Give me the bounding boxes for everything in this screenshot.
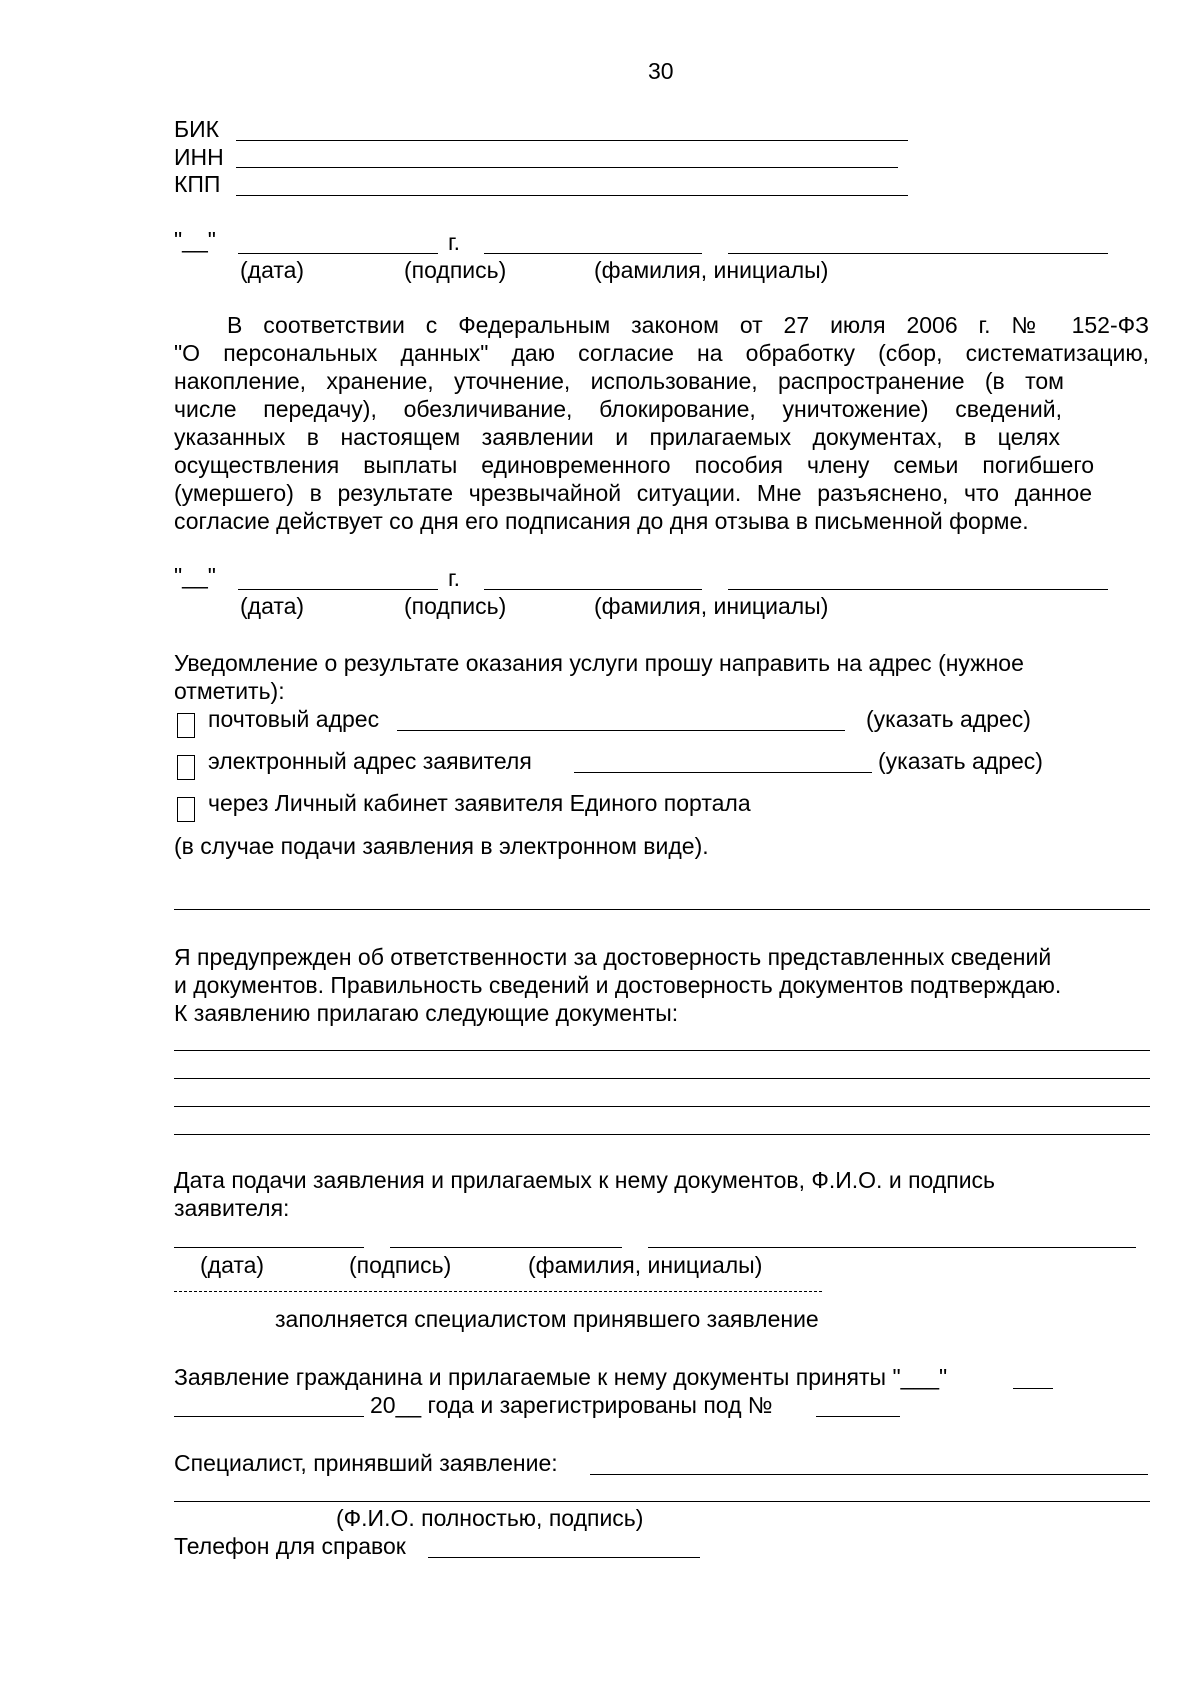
signature-caption: (подпись) <box>404 257 507 283</box>
submission-date-caption: (дата) <box>200 1252 265 1278</box>
name-caption: (фамилия, инициалы) <box>594 257 829 283</box>
date-caption: (дата) <box>240 593 305 619</box>
kpp-label: КПП <box>174 171 221 197</box>
submission-text: Дата подачи заявления и прилагаемых к нему документов, Ф.И.О. и подпись <box>174 1167 996 1193</box>
specialist-fio-caption: (Ф.И.О. полностью, подпись) <box>336 1505 644 1531</box>
consent-line: указанных в настоящем заявлении и прилагаемых документах, в целях <box>174 424 1060 450</box>
personal-cabinet-label: через Личный кабинет заявителя Единого портала <box>208 790 751 816</box>
kpp-field-line[interactable] <box>236 195 908 196</box>
document-list-line[interactable] <box>174 1106 1150 1107</box>
accepted-text: Заявление гражданина и прилагаемые к нему документы приняты "___" <box>174 1364 948 1390</box>
phone-label: Телефон для справок <box>174 1533 406 1559</box>
specialist-label: Специалист, принявший заявление: <box>174 1450 558 1476</box>
postal-address-label: почтовый адрес <box>208 706 380 732</box>
date-field-line[interactable] <box>238 253 438 254</box>
name-caption: (фамилия, инициалы) <box>594 593 829 619</box>
consent-line: осуществления выплаты единовременного пособия члену семьи погибшего <box>174 452 1094 478</box>
inn-field-line[interactable] <box>236 167 898 168</box>
section-separator <box>174 1291 822 1292</box>
date-quote: "__" <box>174 563 216 589</box>
email-address-hint: (указать адрес) <box>878 748 1043 774</box>
document-list-line[interactable] <box>174 1134 1150 1135</box>
consent-line: "О персональных данных" даю согласие на обработку (сбор, систематизацию, <box>174 340 1149 366</box>
name-field-line[interactable] <box>728 253 1108 254</box>
specialist-field-line-2[interactable] <box>174 1501 1150 1502</box>
notification-intro-cont: отметить): <box>174 678 285 704</box>
accepted-date-line[interactable] <box>174 1416 364 1417</box>
consent-line: В соответствии с Федеральным законом от 27 июля 2006 г. № 152-ФЗ <box>227 312 1149 338</box>
signature-caption: (подпись) <box>404 593 507 619</box>
name-field-line[interactable] <box>728 589 1108 590</box>
date-quote: "__" <box>174 227 216 253</box>
postal-address-hint: (указать адрес) <box>866 706 1031 732</box>
signature-field-line[interactable] <box>484 253 702 254</box>
submission-signature-caption: (подпись) <box>349 1252 452 1278</box>
warning-line: Я предупрежден об ответственности за достоверность представленных сведений <box>174 944 1052 970</box>
year-mark: г. <box>448 565 460 591</box>
warning-line: и документов. Правильность сведений и достоверность документов подтверждаю. <box>174 972 1062 998</box>
document-list-line[interactable] <box>174 1078 1150 1079</box>
submission-name-line[interactable] <box>648 1247 1136 1248</box>
bik-label: БИК <box>174 116 220 142</box>
warning-line: К заявлению прилагаю следующие документы: <box>174 1000 679 1026</box>
postal-address-field-line[interactable] <box>397 730 845 731</box>
notification-intro: Уведомление о результате оказания услуги прошу направить на адрес (нужное <box>174 650 1024 676</box>
consent-line: (умершего) в результате чрезвычайной ситуации. Мне разъяснено, что данное <box>174 480 1092 506</box>
date-field-line[interactable] <box>238 589 438 590</box>
consent-line: числе передачу), обезличивание, блокирование, уничтожение) сведений, <box>174 396 1062 422</box>
specialist-section-caption: заполняется специалистом принявшего заявление <box>275 1306 819 1332</box>
submission-signature-line[interactable] <box>390 1247 622 1248</box>
personal-cabinet-checkbox[interactable] <box>177 797 195 822</box>
email-address-checkbox[interactable] <box>177 755 195 780</box>
consent-line: накопление, хранение, уточнение, использование, распространение (в том <box>174 368 1064 394</box>
inn-label: ИНН <box>174 144 224 170</box>
consent-line: согласие действует со дня его подписания до дня отзыва в письменной форме. <box>174 508 1029 534</box>
specialist-field-line[interactable] <box>590 1474 1148 1475</box>
document-list-line[interactable] <box>174 1050 1150 1051</box>
postal-address-checkbox[interactable] <box>177 713 195 738</box>
signature-field-line[interactable] <box>484 589 702 590</box>
accepted-year-text: 20__ года и зарегистрированы под № <box>370 1392 773 1418</box>
phone-field-line[interactable] <box>428 1557 700 1558</box>
email-address-label: электронный адрес заявителя <box>208 748 532 774</box>
page-number: 30 <box>648 58 674 84</box>
accepted-day-line[interactable] <box>1013 1388 1053 1389</box>
year-mark: г. <box>448 229 460 255</box>
registration-number-line[interactable] <box>816 1416 900 1417</box>
email-address-field-line[interactable] <box>574 772 872 773</box>
blank-line[interactable] <box>174 909 1150 910</box>
electronic-note: (в случае подачи заявления в электронном виде). <box>174 833 709 859</box>
date-caption: (дата) <box>240 257 305 283</box>
submission-date-line[interactable] <box>174 1247 364 1248</box>
submission-text-cont: заявителя: <box>174 1195 290 1221</box>
consent-paragraph <box>174 311 1149 535</box>
submission-name-caption: (фамилия, инициалы) <box>528 1252 763 1278</box>
bik-field-line[interactable] <box>236 140 908 141</box>
